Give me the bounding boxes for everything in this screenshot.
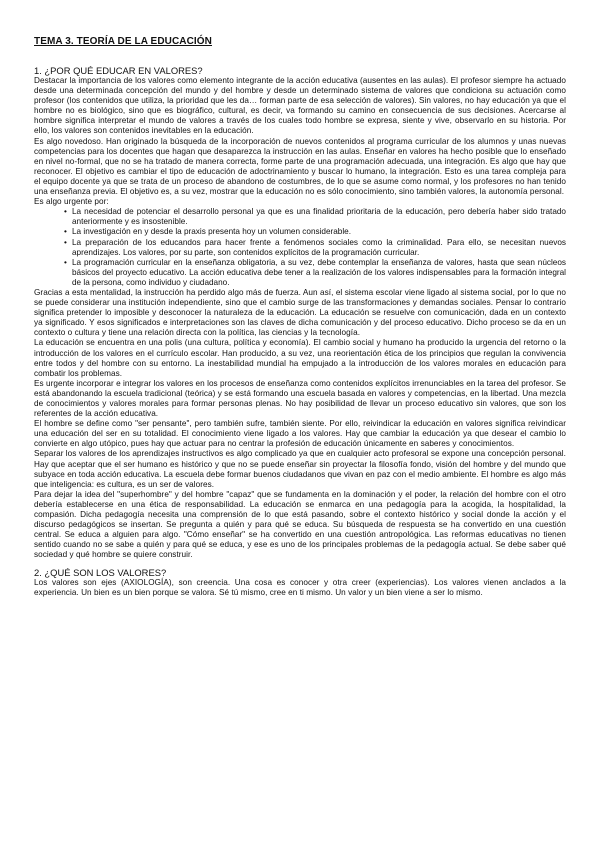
paragraph: La educación se encuentra en una polis (una cultura, política y economía). El cambio social y humano ha producido la urgencia del retorno o la introducción de los valores en el currículo escolar. Han producido, a su vez, una reorientación ética de los principios que regulan la convivencia entre todos y del hombre con su entorno. La inestabilidad mundial ha empujado a la introducción de los valores morales en educación para combatir los problemas.	[34, 338, 566, 378]
paragraph: Destacar la importancia de los valores como elemento integrante de la acción educativa (ausentes en las aulas). El profesor siempre ha actuado desde una determinada concepción del mundo y del hombre y desde un determinado sistema de valores que condiciona su actuación como profesor (los contenidos que utiliza, la prioridad que les da… forman parte de esa selección de valores). Sin valores, no hay educación ya que el hombre no es biológico, sino que es biográfico, cultural, es decir, va formando su camino en consecuencia de sus decisiones. Acercarse al hombre significa interpretar el mundo de valores a través de los cuales todo hombre se expresa, siente y vive, observarlo en su historia. Por ello, los valores son contenidos inevitables en la educación.	[34, 76, 566, 136]
paragraph: Es urgente incorporar e integrar los valores en los procesos de enseñanza como contenidos explícitos irrenunciables en la tarea del profesor. Se está abandonando la escuela tradicional (teórica) y se está formando una escuela basada en valores y competencias, en la libertad. Una mezcla de conocimientos y valores morales para formar personas plenas. No hay posibilidad de llevar un proceso educativo sin valores, que son los referentes de la acción educativa.	[34, 378, 566, 419]
section-2	[34, 567, 566, 598]
paragraph: El hombre se define como "ser pensante", pero también sufre, también siente. Por ello, reivindicar la educación en valores significa reivindicar una educación del ser en su totalidad. El conocimiento viene ligado a los valores. Hay que cambiar la educación ya que desear el cambio lo convierte en algo utópico, pues hay que actuar para no centrar la profesión de educación únicamente en saberes y conocimientos.	[34, 419, 566, 449]
section-heading: 2. ¿QUÉ SON LOS VALORES?	[34, 566, 167, 578]
section-1	[34, 65, 566, 561]
list-item: • La programación curricular en la enseñanza obligatoria, a su vez, debe contemplar la enseñanza de valores, hasta que sean núcleos básicos del proyecto educativo. La acción educativa debe tener a la realización de los valores indispensables para la formación integral de la persona, como individuo y ciudadano.	[72, 258, 566, 288]
section-heading: 1. ¿POR QUÉ EDUCAR EN VALORES?	[34, 65, 203, 76]
paragraph: Es algo novedoso. Han originado la búsqueda de la incorporación de nuevos contenidos al programa curricular de los alumnos y unas nuevas competencias para los docentes que hagan que desaparezca la instrucción en las aulas. Enseñar en valores ha hecho posible que lo enseñado en nivel no-formal, que no se ha tratado de manera correcta, forme parte de una programación adecuada, una integración. Es algo que hay que reconocer. El objetivo es cambiar el tipo de educación de adoctrinamiento y buscar lo humano, la integración. Esto es una tarea compleja para el equipo docente ya que se trata de un proceso de abandono de costumbres, de lo que se asume como normal, y los profesores no han tenido una enseñanza previa. El objetivo es, a su vez, mostrar que la educación no es sólo conocimiento, sino también valores, la autonomía personal.	[34, 136, 566, 197]
list-item: • La necesidad de potenciar el desarrollo personal ya que es una finalidad prioritaria de la educación, pero debería haber sido tratado anteriormente y es insostenible.	[72, 207, 566, 227]
paragraph: Separar los valores de los aprendizajes instructivos es algo complicado ya que en cualquier acto profesoral se expone una concepción personal. Hay que aceptar que el ser humano es histórico y que no se puede enseñar sin proyectar la filosofía fondo, visión del hombre y del mundo que subyace en toda acción educativa. La escuela debe formar buenos ciudadanos que vivan en paz con el medio ambiente. El hombre es algo más que inteligencia: es cultura, es un ser de valores.	[34, 449, 566, 489]
document-page	[34, 36, 566, 598]
list-item: • La preparación de los educandos para hacer frente a fenómenos sociales como la criminalidad. Para ello, se necesitan nuevos aprendizajes. Los valores, por su parte, son contenidos explícitos de la programación curricular.	[72, 238, 566, 258]
paragraph: Es algo urgente por:	[34, 197, 109, 207]
document-title: TEMA 3. TEORÍA DE LA EDUCACIÓN	[34, 36, 213, 47]
paragraph: Para dejar la idea del "superhombre" y del hombre "capaz" que se fundamenta en la dominación y el poder, la relación del hombre con el otro debería establecerse en una ética de responsabilidad. La educación se enmarca en una pedagogía para la acogida, la hospitalidad, la compasión. Dicha pedagogía necesita una comprensión de lo que está pasando, sobre el contexto histórico y social donde la acción y el discurso pedagógicos se insertan. Se pregunta a quién y para qué se educa. Su búsqueda de respuesta se ha convertido en una cuestión central. Se educa a alguien para algo. "Cómo enseñar" se ha convertido en una cuestión antropológica. Las reformas educativas no tienen sentido cuando no se sabe a quién y para qué se educa, y ese es uno de los principales problemas de la pedagogía actual. Se debe saber qué sociedad y qué hombre se quiere construir.	[34, 489, 566, 560]
paragraph: Gracias a esta mentalidad, la instrucción ha perdido algo más de fuerza. Aun así, el sistema escolar viene ligado al sistema social, por lo que no se puede considerar una institución independiente, sino que el cambio surge de las transformaciones y demandas sociales. Pensar lo contrario significa pretender lo imposible y desconocer la naturaleza de la educación. La educación se resuelve con comunicación, dada en un contexto ya significado. Y esos significados e interpretaciones son las claves de dicha comunicación y del proceso educativo. Dicho proceso se da en un contexto o cultura y tiene una relación directa con la política, las ciencias y la tecnología.	[34, 287, 566, 338]
list-item: • La investigación en y desde la praxis presenta hoy un volumen considerable.	[72, 227, 566, 237]
paragraph: Los valores son ejes (AXIOLOGÍA), son creencia. Una cosa es conocer y otra creer (experiencias). Los valores vienen anclados a la experiencia. Un bien es un bien porque se valora. Sé tú mismo, cree en ti mismo. Un valor y un bien viene a ser lo mismo.	[34, 577, 566, 597]
bullet-list	[34, 207, 566, 288]
